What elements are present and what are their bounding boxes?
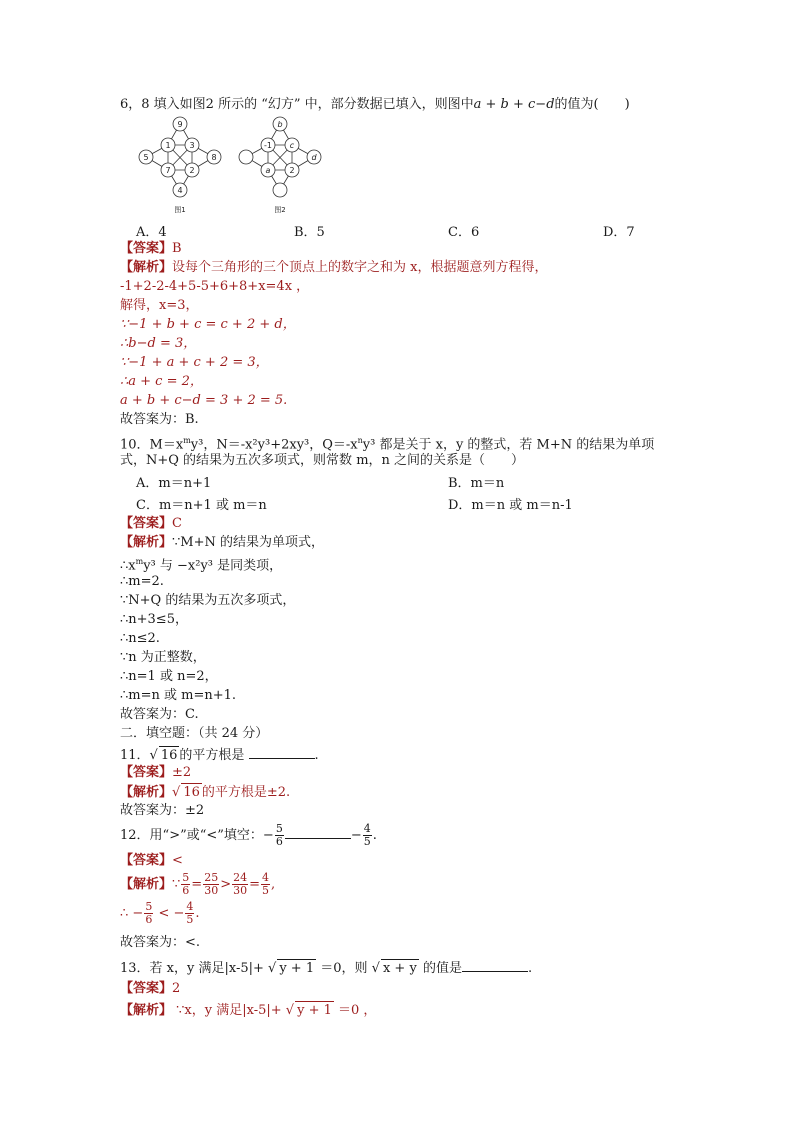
fig1-caption: 图1	[174, 206, 186, 214]
q10-step-2: ∵N+Q 的结果为五次多项式，	[120, 593, 296, 608]
fig1-bottom: 4	[177, 186, 183, 195]
q10-option-d: D．m＝n 或 m＝n-1	[448, 498, 573, 513]
q8-stem	[120, 96, 630, 113]
q8-answer: 【答案】B	[120, 241, 182, 256]
q10-step-5: ∵n 为正整数，	[120, 650, 206, 665]
q13-stem: 13．若 x，y 满足|x-5|+ √ y + 1 ＝0，则 √ x + y 的值是 .	[120, 958, 532, 977]
q8-step-7: a + b + c−d = 3 + 2 = 5.	[120, 393, 288, 408]
q8-step-1: -1+2-2-4+5-5+6+8+x=4x ，	[120, 279, 310, 294]
q8-step-5: ∵−1 + a + c + 2 = 3，	[120, 355, 269, 370]
fig1-top: 9	[177, 120, 183, 129]
magic-square-figure-2	[236, 114, 328, 218]
q8-stem-text: 6，8 填入如图2 所示的 “幻方” 中，部分数据已填入，则图中	[120, 97, 474, 112]
fig2-inner-3: a	[265, 166, 271, 175]
q11-stem: 11．√ 16 的平方根是 .	[120, 745, 319, 764]
q10-option-b: B．m＝n	[448, 476, 505, 491]
q8-stem-tail: 的值为( )	[554, 97, 630, 112]
fig1-right: 8	[211, 153, 217, 162]
fig1-inner-3: 7	[165, 166, 171, 175]
fig2-inner-4: 2	[289, 166, 295, 175]
q8-step-6: ∴a + c = 2，	[120, 374, 203, 389]
q13-answer: 【答案】2	[120, 981, 181, 996]
q12-stem: 12．用“>”或“<”填空：− $\frac{5}{6}$ − $\frac{4}{5}$ .	[120, 822, 377, 848]
q10-step-7: ∴m=n 或 m=n+1.	[120, 688, 237, 703]
q10-step-like-terms: $\therefore x^my^3$ 与 −x²y³ 是同类项，	[120, 557, 283, 574]
magic-square-figure-1	[136, 114, 228, 218]
fig2-inner-2: c	[289, 141, 295, 150]
fig2-top: b	[277, 120, 283, 129]
section-2-heading: 二．填空题：（共 24 分）	[120, 726, 269, 741]
fig2-inner-1: -1	[264, 141, 272, 150]
fig1-left: 5	[143, 153, 149, 162]
q10-answer: 【答案】C	[120, 516, 182, 531]
q12-conclusion: 故答案为：<.	[120, 935, 201, 950]
q12-answer: 【答案】<	[120, 853, 183, 868]
fig1-inner-4: 2	[189, 166, 195, 175]
fig1-inner-2: 3	[189, 141, 195, 150]
q11-blank[interactable]	[249, 745, 315, 759]
q10-step-6: ∴n=1 或 n=2，	[120, 669, 218, 684]
q12-therefore: ∴ − $\frac{5}{6}$ < − $\frac{4}{5}$ .	[120, 900, 200, 926]
q8-step-4: ∴b−d = 3，	[120, 336, 197, 351]
q11-answer: 【答案】±2	[120, 765, 192, 780]
q8-analysis: 【解析】设每个三角形的三个顶点上的数字之和为 x，根据题意列方程得，	[120, 260, 548, 275]
q13-analysis: 【解析】 ∵x，y 满足|x-5|+ √ y + 1 ＝0 ，	[120, 1003, 377, 1018]
q11-conclusion: 故答案为：±2	[120, 803, 205, 818]
q10-option-a: A．m＝n+1	[136, 476, 212, 491]
q8-expr: a + b + c−d	[473, 97, 555, 112]
q10-option-c: C．m＝n+1 或 m＝n	[136, 498, 267, 513]
q12-analysis: 【解析】∵ $\frac{5}{6}$ = $\frac{25}{30}$ > $\frac{24}{30}$ = $\frac{4}{5}$ ,	[120, 871, 276, 897]
fig1-inner-1: 1	[165, 141, 171, 150]
q8-step-2: 解得，x=3，	[120, 298, 199, 313]
q10-step-1: ∴m=2.	[120, 574, 164, 589]
q12-blank[interactable]	[285, 825, 351, 839]
q10-step-3: ∴n+3≤5，	[120, 612, 188, 627]
q8-conclusion: 故答案为：B.	[120, 412, 199, 427]
q8-option-a: A．4	[136, 225, 167, 240]
q8-option-c: C．6	[448, 225, 480, 240]
q10-conclusion: 故答案为：C.	[120, 707, 199, 722]
q10-analysis: 【解析】∵M+N 的结果为单项式，	[120, 535, 324, 550]
q10-step-4: ∴n≤2.	[120, 631, 160, 646]
q13-blank[interactable]	[462, 958, 528, 972]
fig2-right: d	[311, 153, 317, 162]
q10-stem-line-1: 10．$M=x^my^3$，N＝-x²y³+2xy³，$Q=-x^ny^3$ 都是关于 x，y 的整式，若 M+N 的结果为单项	[120, 436, 655, 453]
q10-stem-line-2: 式，N+Q 的结果为五次多项式，则常数 m，n 之间的关系是（ ）	[120, 453, 525, 468]
fig2-caption: 图2	[274, 206, 286, 214]
q8-option-b: B．5	[294, 225, 325, 240]
q8-step-3: ∵−1 + b + c = c + 2 + d，	[120, 317, 296, 332]
q8-option-d: D．7	[603, 225, 635, 240]
q11-analysis: 【解析】√ 16 的平方根是±2.	[120, 785, 291, 800]
